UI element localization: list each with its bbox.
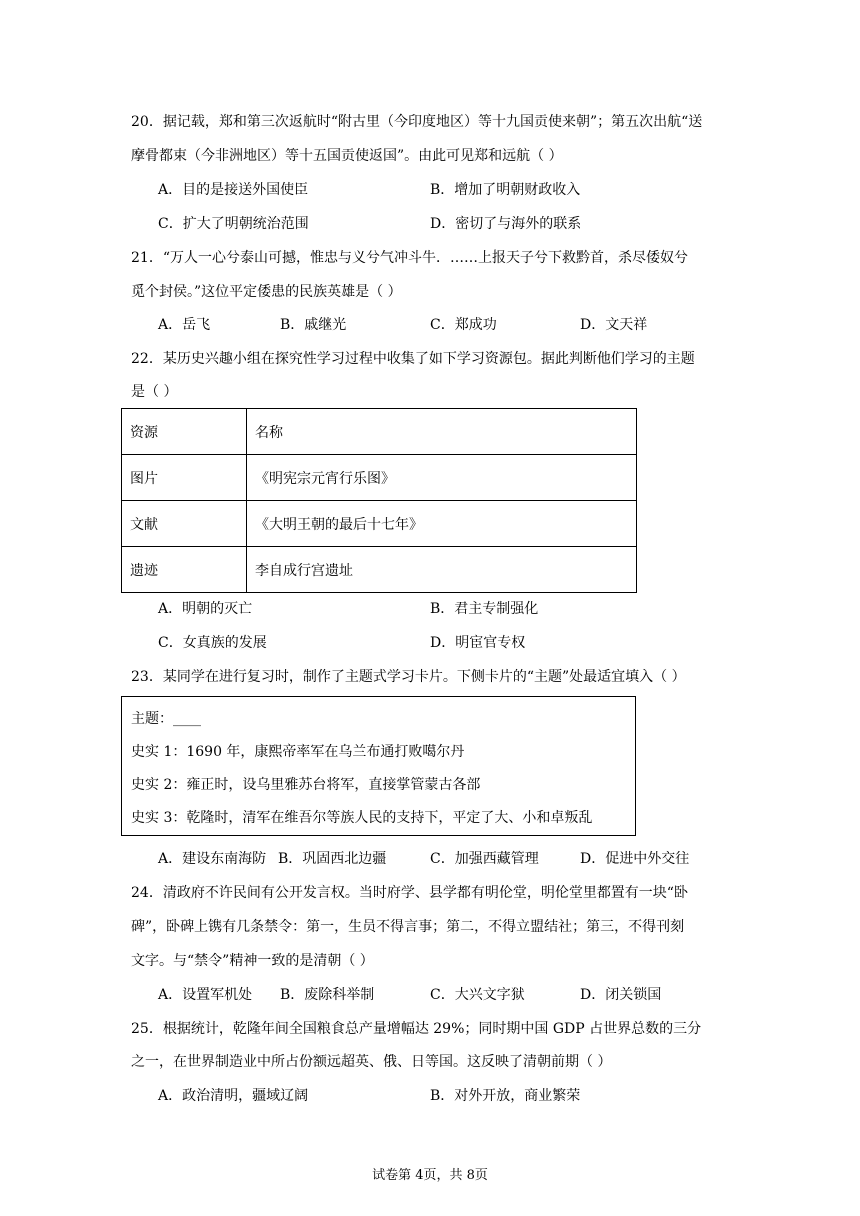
q21-option-c[interactable]: C．郑成功 [430, 317, 497, 333]
q25-option-b[interactable]: B．对外开放，商业繁荣 [430, 1088, 581, 1104]
q24-stem-line1: 24．清政府不许民间有公开发言权。当时府学、县学都有明伦堂，明伦堂里都置有一块“卧 [131, 885, 688, 901]
page-footer: 试卷第 4页，共 8页 [372, 1168, 488, 1183]
table-cell: 《明宪宗元宵行乐图》 [247, 455, 637, 501]
q24-option-c[interactable]: C．大兴文字狱 [430, 987, 525, 1003]
q24-option-b[interactable]: B．废除科举制 [280, 987, 375, 1003]
q22-option-c[interactable]: C．女真族的发展 [158, 635, 267, 651]
q24-option-d[interactable]: D．闭关锁国 [580, 987, 662, 1003]
q22-stem-line2: 是（ ） [131, 384, 178, 400]
q23-option-b[interactable]: B．巩固西北边疆 [278, 851, 387, 867]
q22-option-d[interactable]: D．明宦官专权 [430, 635, 526, 651]
q20-option-b[interactable]: B．增加了明朝财政收入 [430, 182, 581, 198]
table-row [122, 409, 637, 455]
table-cell: 遗迹 [122, 547, 247, 593]
q22-option-b[interactable]: B．君主专制强化 [430, 601, 539, 617]
q20-option-d[interactable]: D．密切了与海外的联系 [430, 216, 582, 232]
q23-option-d[interactable]: D．促进中外交往 [580, 851, 690, 867]
table-cell: 文献 [122, 501, 247, 547]
table-cell: 李自成行宫遗址 [247, 547, 637, 593]
q25-stem-line2: 之一，在世界制造业中所占份额远超英、俄、日等国。这反映了清朝前期（ ） [131, 1054, 612, 1070]
q21-option-b[interactable]: B．戚继光 [280, 317, 347, 333]
q23-option-c[interactable]: C．加强西藏管理 [430, 851, 539, 867]
q25-stem-line1: 25．根据统计，乾隆年间全国粮食总产量增幅达 29%；同时期中国 GDP 占世界总数的三分 [131, 1021, 702, 1037]
q21-option-d[interactable]: D．文天祥 [580, 317, 648, 333]
table-row [122, 501, 637, 547]
q21-stem-line1: 21．“万人一心兮泰山可撼，惟忠与义兮气冲斗牛．……上报天子兮下救黔首，杀尽倭奴兮 [131, 250, 688, 266]
q24-option-a[interactable]: A．设置军机处 [158, 987, 253, 1003]
q22-option-a[interactable]: A．明朝的灭亡 [158, 601, 253, 617]
resource-table [121, 408, 637, 593]
q23-stem-line1: 23．某同学在进行复习时，制作了主题式学习卡片。下侧卡片的“主题”处最适宜填入（ ） [131, 669, 686, 685]
q23-option-a[interactable]: A．建设东南海防 [158, 851, 267, 867]
q24-stem-line3: 文字。与“禁令”精神一致的是清朝（ ） [131, 953, 374, 969]
q20-stem-line1: 20．据记载，郑和第三次返航时“附古里（今印度地区）等十九国贡使来朝”；第五次出航“送 [131, 114, 703, 130]
table-row [122, 455, 637, 501]
q20-option-a[interactable]: A．目的是接送外国使臣 [158, 182, 309, 198]
q24-stem-line2: 碑”，卧碑上镌有几条禁令：第一，生员不得言事；第二，不得立盟结社；第三，不得刊刻 [131, 919, 685, 935]
card-fact-1: 史实 1：1690 年，康熙帝率军在乌兰布通打败噶尔丹 [131, 744, 465, 760]
table-cell: 资源 [122, 409, 247, 455]
table-cell: 图片 [122, 455, 247, 501]
study-card [121, 696, 636, 836]
q21-option-a[interactable]: A．岳飞 [158, 317, 211, 333]
q20-stem-line2: 摩骨都束（今非洲地区）等十五国贡使返国”。由此可见郑和远航（ ） [131, 148, 563, 164]
q20-option-c[interactable]: C．扩大了明朝统治范围 [158, 216, 309, 232]
q22-stem-line1: 22．某历史兴趣小组在探究性学习过程中收集了如下学习资源包。据此判断他们学习的主题 [131, 351, 695, 367]
card-fact-3: 史实 3：乾隆时，清军在维吾尔等族人民的支持下，平定了大、小和卓叛乱 [131, 810, 593, 826]
table-row [122, 547, 637, 593]
q25-option-a[interactable]: A．政治清明，疆域辽阔 [158, 1088, 309, 1104]
card-fact-2: 史实 2：雍正时，设乌里雅苏台将军，直接掌管蒙古各部 [131, 777, 481, 793]
table-cell: 《大明王朝的最后十七年》 [247, 501, 637, 547]
card-topic: 主题：____ [131, 711, 201, 727]
q21-stem-line2: 觅个封侯。”这位平定倭患的民族英雄是（ ） [131, 284, 402, 300]
table-cell: 名称 [247, 409, 637, 455]
